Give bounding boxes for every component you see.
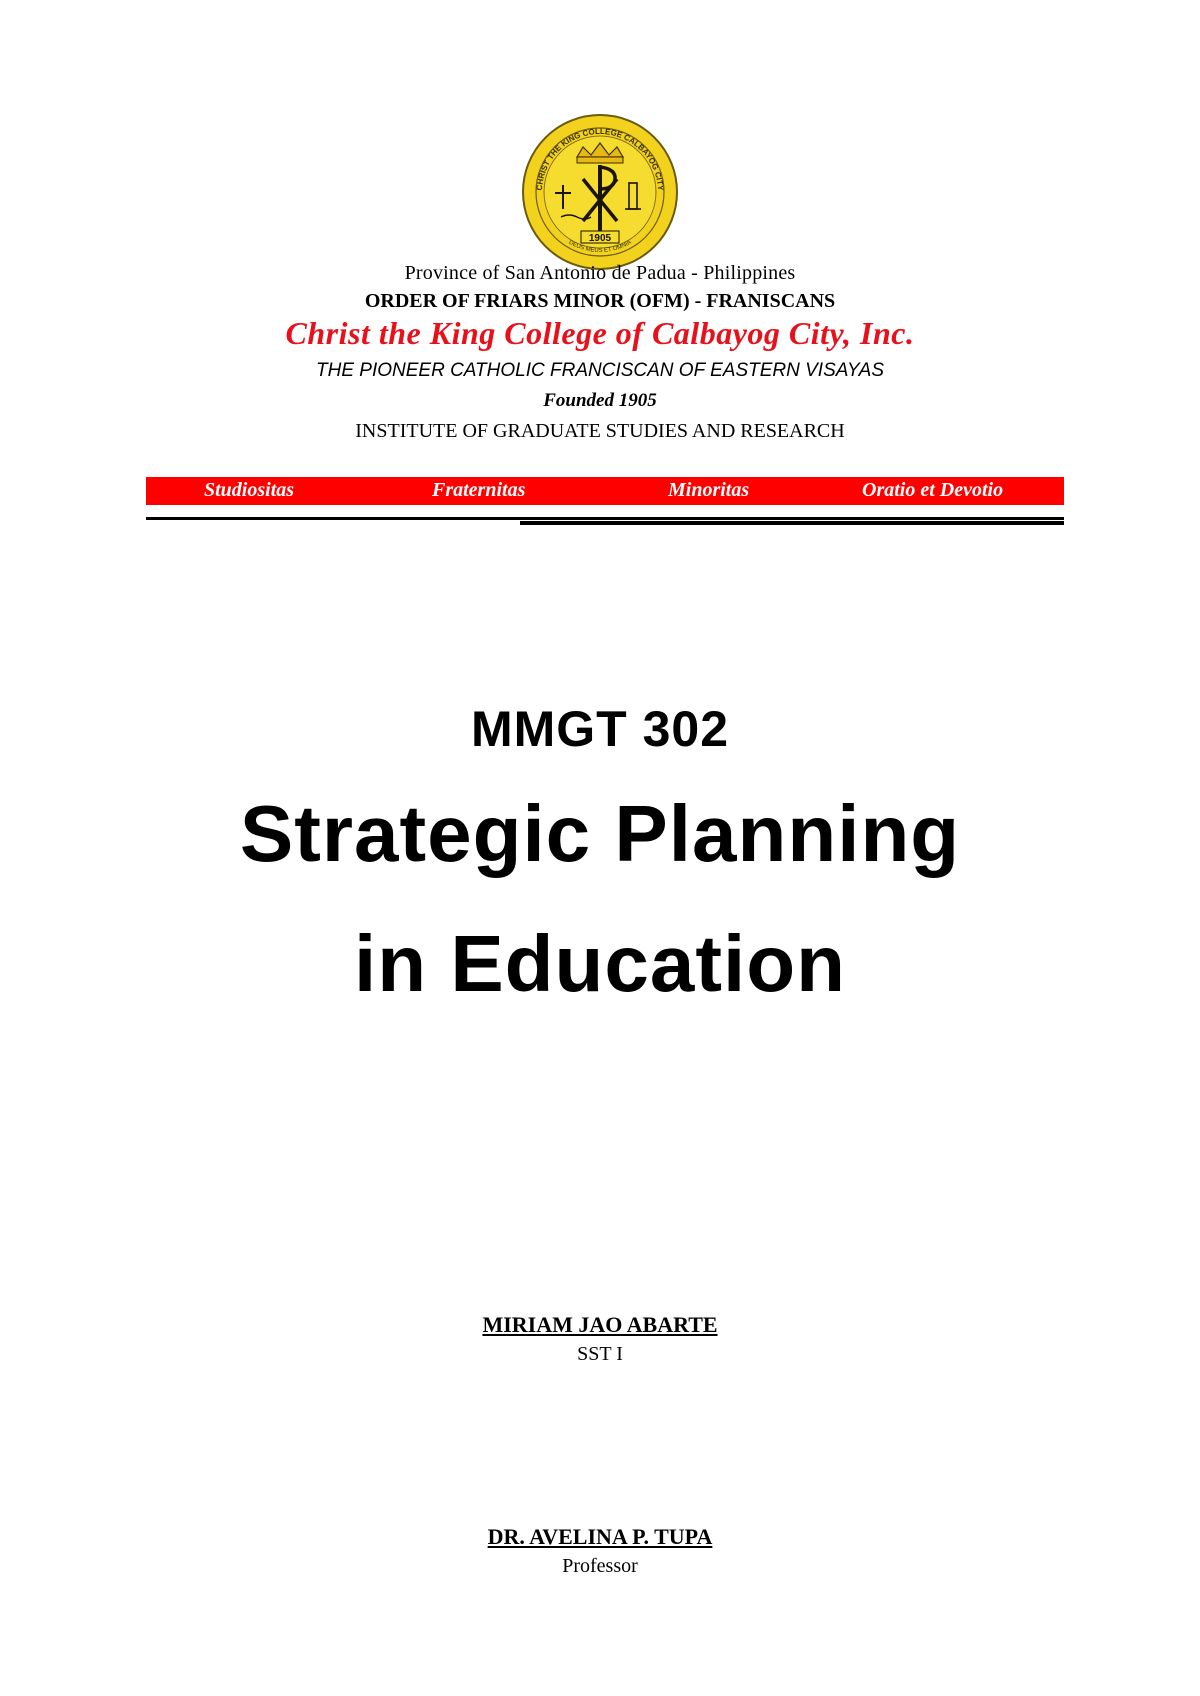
professor-role: Professor [562, 1555, 638, 1577]
course-code: MMGT 302 [470, 701, 730, 757]
province-line: Province of San Antonio de Padua - Philippines [404, 262, 796, 284]
seal-ring-text: CHRIST THE KING COLLEGE CALBAYOG CITY [534, 126, 666, 191]
professor-name: DR. AVELINA P. TUPA [487, 1524, 713, 1549]
divider-line-thick [520, 521, 1064, 525]
institute-line: INSTITUTE OF GRADUATE STUDIES AND RESEARCH [355, 420, 845, 442]
seal-bottom-text: DEUS MEUS ET OMNIA [567, 239, 633, 255]
college-name: Christ the King College of Calbayog City, Inc. [285, 315, 915, 351]
course-title-line1: Strategic Planning [239, 789, 961, 878]
motto-item: Oratio et Devotio [862, 479, 1004, 501]
order-line: ORDER OF FRIARS MINOR (OFM) - FRANISCANS [364, 290, 836, 312]
pioneer-tagline: THE PIONEER CATHOLIC FRANCISCAN OF EASTERN VISAYAS [316, 360, 884, 381]
founded-line: Founded 1905 [543, 390, 657, 411]
motto-bar [146, 477, 1064, 505]
course-title-line2: in Education [354, 919, 846, 1008]
motto-item: Fraternitas [432, 479, 526, 501]
student-name: MIRIAM JAO ABARTE [482, 1312, 718, 1337]
seal-year: 1905 [588, 233, 612, 244]
college-seal-logo [521, 113, 679, 271]
motto-item: Studiositas [204, 479, 295, 501]
student-role: SST I [577, 1343, 623, 1365]
divider-line [146, 517, 1064, 520]
motto-item: Minoritas [668, 479, 750, 501]
